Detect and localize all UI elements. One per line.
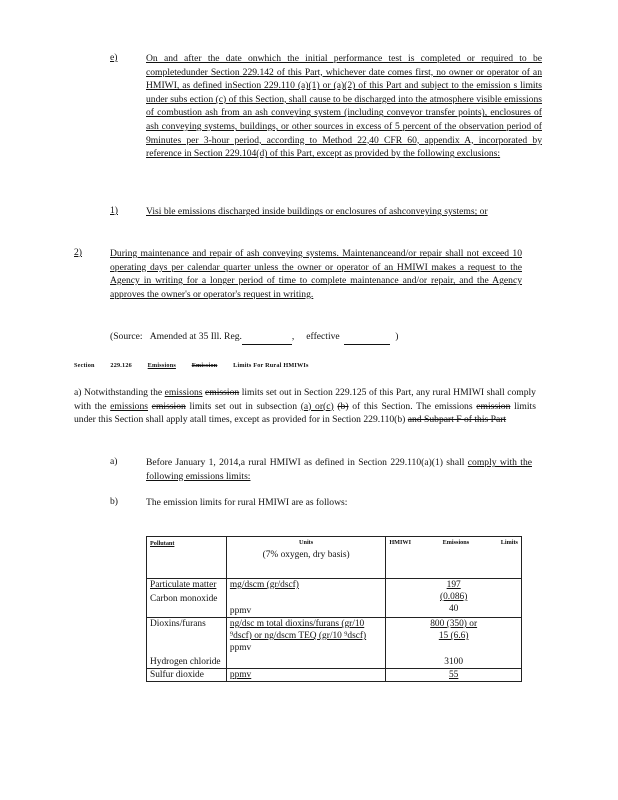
source-prefix: (Source: xyxy=(110,331,143,342)
para-a-struck1: emission xyxy=(205,387,240,398)
row-0-limit: 197 xyxy=(446,580,461,590)
row-3-units: ppmv xyxy=(229,643,252,653)
row-0-units: mg/dscm (gr/dscf) xyxy=(229,580,299,590)
row-2-pollutant: Dioxins/furans xyxy=(150,619,206,629)
section-word-struck: Emission xyxy=(191,362,218,369)
para-a-part3: limits set out in subsection xyxy=(189,400,297,412)
section-word-new: Emissions xyxy=(147,362,176,369)
header-units-sub: (7% oxygen, dry basis) xyxy=(262,550,350,560)
table-row xyxy=(147,579,522,618)
para-a-part5: limits under this Section shall apply atall times, except as provided for in Section 229.110(b) xyxy=(74,400,536,426)
header-limits-cell xyxy=(386,537,522,579)
table-cell-limit xyxy=(386,579,522,618)
item-2-text: During maintenance and repair of ash conveying systems. Maintenanceand/or repair shall not exceed 10 operating days per calendar quarter unless the owner or operator of an HMIWI makes a request to the Agency in writing for a longer period of time to complete maintenance and/or repair, and the Agency approves the owner's or operator's request in writing. xyxy=(110,248,522,300)
section-number: 229.126 xyxy=(110,362,132,369)
para-a-struck2: emission xyxy=(151,400,186,412)
emission-limits-table xyxy=(146,536,522,682)
item-1-label: 1) xyxy=(110,205,118,216)
row-0-limit2: (0.086) xyxy=(439,592,468,602)
para-a-struck3: (b) xyxy=(337,400,349,412)
row-1-pollutant: Carbon monoxide xyxy=(150,594,218,604)
source-amended: Amended at 35 Ill. Reg. xyxy=(149,331,242,342)
para-a-new1: emissions xyxy=(164,387,203,398)
header-limits-b: Emissions xyxy=(442,539,470,546)
para-a-part1: a) Notwithstanding the xyxy=(74,387,163,398)
table-cell-limit xyxy=(386,618,522,669)
row-2-limit2: 15 (6.6) xyxy=(438,631,469,641)
row-4-units: ppmv xyxy=(229,670,252,680)
section-word: Section xyxy=(74,362,95,369)
row-2-limit: 800 (350) or xyxy=(430,619,478,629)
table-cell-units xyxy=(226,669,385,682)
header-units-cell xyxy=(226,537,385,579)
sub-a-underlined: comply with the following emissions limits: xyxy=(146,457,532,482)
paragraph-a xyxy=(74,386,536,427)
table-cell-units xyxy=(226,618,385,669)
table-row xyxy=(147,669,522,682)
header-pollutant-cell xyxy=(147,537,227,579)
header-pollutant: Pollutant xyxy=(150,540,175,547)
para-a-part4: of this Section. The emissions xyxy=(352,400,473,412)
source-blank-date xyxy=(344,330,390,345)
para-a-new2: emissions xyxy=(110,400,149,412)
header-limits-a: HMIWI xyxy=(389,539,411,546)
row-0-pollutant: Particulate matter xyxy=(150,580,217,590)
source-note: (Source: Amended at 35 Ill. Reg. , effective ) xyxy=(110,330,398,345)
sub-a-label: a) xyxy=(110,456,118,467)
row-3-pollutant: Hydrogen chloride xyxy=(150,657,221,667)
table-cell-pollutant xyxy=(147,579,227,618)
table-cell-limit xyxy=(386,669,522,682)
row-1-units: ppmv xyxy=(229,606,252,616)
source-effective: effective xyxy=(306,331,340,342)
table-cell-pollutant xyxy=(147,669,227,682)
row-2-units: ng/dsc m total dioxins/furans (gr/10 ⁹dscf) or ng/dscm TEQ (gr/10 ⁹dscf) xyxy=(229,619,367,641)
sub-a-plain: Before January 1, 2014,a rural HMIWI as defined in Section 229.110(a)(1) shall xyxy=(146,457,465,468)
item-e-text: On and after the date onwhich the initial performance test is completed or required to be completedunder Section 229.142 of this Part, whichever date comes first, no owner or operator of an HMIWI, as defined inSection 229.110 (a)(1) or (a)(2) of this Part and subject to the emission s limits under subs ection (c) of this Section, shall cause to be discharged into the atmosphere visible emissions of combustion ash from an ash conveying system (including conveyor transfer points), enclosures of ash conveying systems, buildings, or other sources in excess of 5 percent of the observation period of 9minutes per 3-hour period, according to Method 22,40 CFR 60, appendix A, incorporated by reference in Section 229.104(d) of this Part, except as provided by the following exclusions: xyxy=(146,53,543,160)
sub-b-text: The emission limits for rural HMIWI are as follows: xyxy=(146,497,348,508)
table-cell-pollutant xyxy=(147,618,227,669)
para-a-struck5: and Subpart F of this Part xyxy=(407,414,507,426)
item-1-text: Visi ble emissions discharged inside buildings or enclosures of ashconveying systems; or xyxy=(146,206,488,217)
row-4-limit: 55 xyxy=(448,670,459,680)
item-e-label: e) xyxy=(110,52,118,63)
para-a-struck4: emission xyxy=(476,400,511,412)
header-units: Units xyxy=(299,539,314,546)
para-a-part2: limits set out in Section 229.125 of this Part, any rural HMIWI shall comply with the xyxy=(74,387,536,412)
table-header-row xyxy=(147,537,522,579)
table-cell-units xyxy=(226,579,385,618)
row-3-limit: 3100 xyxy=(444,657,464,667)
table-row xyxy=(147,618,522,669)
header-limits-c: Limits xyxy=(500,539,518,546)
para-a-new3: (a) or(c) xyxy=(300,400,334,412)
source-close: ) xyxy=(395,331,399,342)
section-rest: Limits For Rural HMIWIs xyxy=(233,362,309,369)
row-1-limit: 40 xyxy=(448,604,459,614)
section-heading xyxy=(74,362,323,369)
source-blank-reg xyxy=(242,330,292,345)
item-2-label: 2) xyxy=(74,247,82,258)
sub-b-label: b) xyxy=(110,496,118,507)
sub-a-text xyxy=(146,456,532,483)
row-4-pollutant: Sulfur dioxide xyxy=(150,670,204,680)
